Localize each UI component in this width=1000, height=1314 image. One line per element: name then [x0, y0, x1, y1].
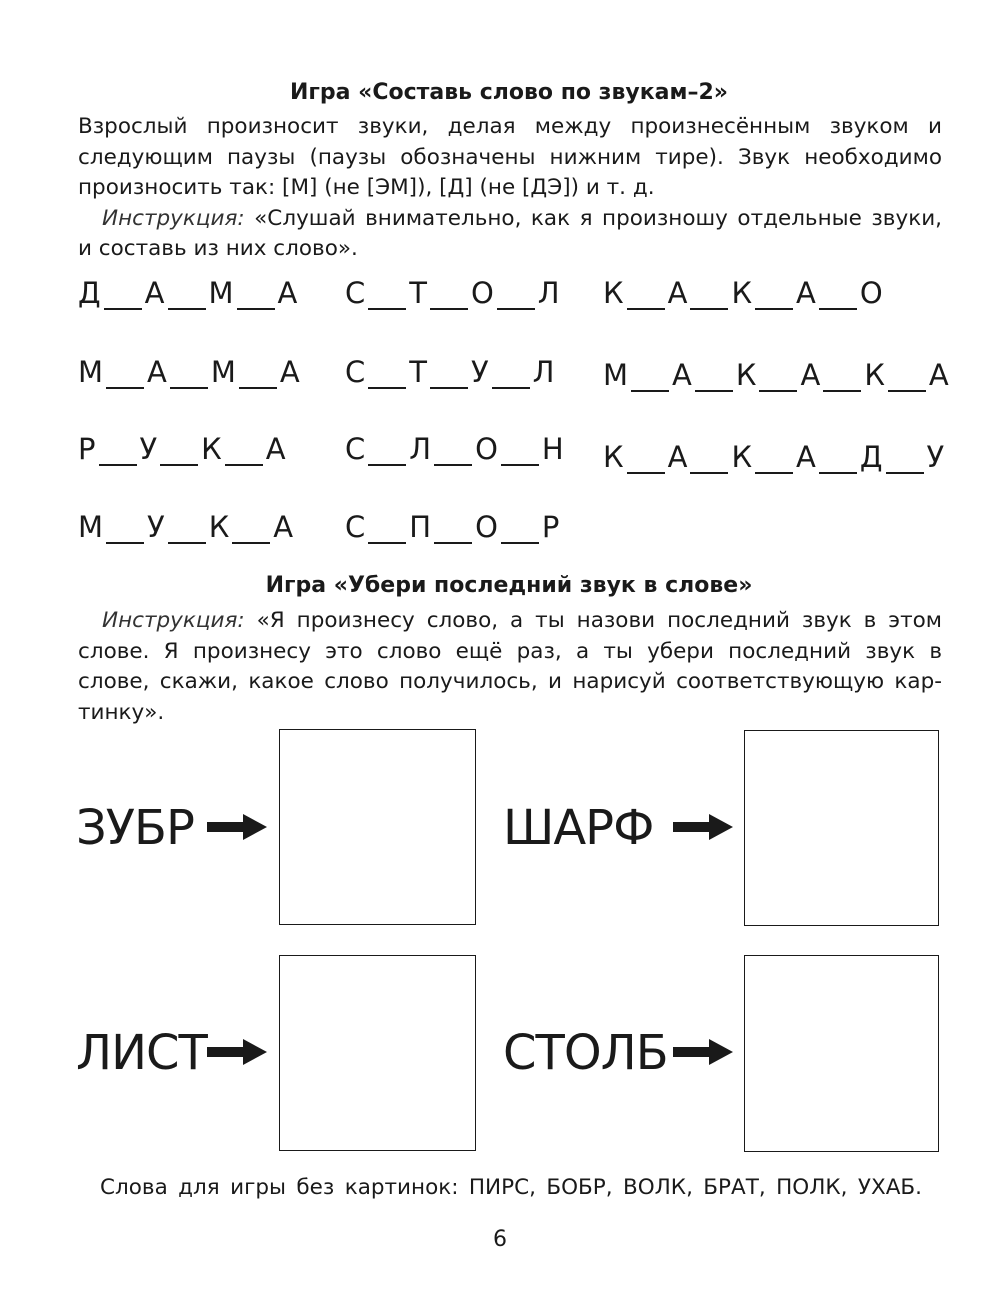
game1-description-line: произносить так: [М] (не [ЭМ]), [Д] (не [ДЭ]) и т. д.	[78, 175, 655, 200]
sound-letter: С	[345, 432, 366, 466]
pause-underscore	[106, 361, 144, 389]
game1-instruction-line2: и составь из них слово».	[78, 236, 358, 261]
sound-letter: А	[796, 440, 816, 474]
sound-letter: К	[735, 358, 757, 392]
sound-letter: К	[208, 510, 230, 544]
sound-word	[78, 510, 293, 544]
pause-underscore	[888, 364, 926, 392]
pause-underscore	[627, 282, 665, 310]
pause-underscore	[755, 446, 793, 474]
game2-instruction-label: Инструкция:	[102, 608, 245, 633]
pause-underscore	[434, 438, 472, 466]
pause-underscore	[886, 446, 924, 474]
pause-underscore	[819, 282, 857, 310]
sound-letter: С	[345, 276, 366, 310]
sound-word	[603, 276, 883, 310]
extra-words-note: Слова для игры без картинок: ПИРС, БОБР, ВОЛК, БРАТ, ПОЛК, УХАБ.	[100, 1175, 922, 1200]
sound-letter: М	[603, 358, 629, 392]
drawing-box[interactable]	[279, 955, 476, 1151]
game1-instruction-line1	[78, 204, 942, 235]
sound-letter: А	[800, 358, 821, 392]
sound-letter: М	[208, 276, 234, 310]
sound-letter: У	[139, 432, 158, 466]
pause-underscore	[690, 282, 728, 310]
pause-underscore	[232, 516, 270, 544]
sound-word	[603, 358, 949, 392]
sound-letter: К	[603, 276, 624, 310]
sound-word	[345, 510, 559, 544]
game1-instruction-text: «Слушай внимательно, как я произношу отдельные звуки,	[254, 205, 942, 231]
sound-letter: У	[147, 510, 165, 544]
sound-letter: К	[731, 276, 753, 310]
sound-word	[345, 432, 564, 466]
drawing-box[interactable]	[279, 729, 476, 925]
sound-letter: А	[928, 358, 949, 392]
pause-underscore	[627, 446, 665, 474]
sound-letter: О	[475, 432, 498, 466]
word-sharf: ШАРФ	[503, 800, 654, 856]
pause-underscore	[237, 282, 275, 310]
sound-letter: Д	[78, 276, 101, 310]
word-stolb: СТОЛБ	[503, 1025, 668, 1081]
sound-letter: К	[603, 440, 624, 474]
sound-letter: А	[672, 358, 692, 392]
pause-underscore	[430, 282, 468, 310]
sound-letter: К	[731, 440, 753, 474]
sound-letter: А	[667, 276, 688, 310]
pause-underscore	[104, 282, 142, 310]
pause-underscore	[368, 282, 406, 310]
sound-letter: О	[859, 276, 883, 310]
sound-letter: А	[147, 355, 167, 389]
word-zubr: ЗУБР	[76, 800, 194, 856]
sound-letter: А	[277, 276, 298, 310]
game2-instruction-line1	[78, 606, 942, 637]
game2-instruction-line3: слове, скажи, какое слово получилось, и нарисуй соответствующую кар-	[78, 669, 942, 694]
sound-letter: Л	[537, 276, 560, 310]
sound-letter: А	[265, 432, 286, 466]
sound-letter: Н	[541, 432, 564, 466]
pause-underscore	[501, 516, 539, 544]
page-number: 6	[493, 1227, 507, 1252]
sound-letter: А	[273, 510, 294, 544]
game1-instruction-label: Инструкция:	[102, 205, 245, 231]
sound-letter: Р	[541, 510, 560, 544]
word-list: ЛИСТ	[76, 1025, 207, 1081]
game1-title: Игра «Составь слово по звукам–2»	[289, 80, 729, 105]
pause-underscore	[690, 446, 728, 474]
sound-letter: А	[667, 440, 688, 474]
sound-word	[78, 432, 286, 466]
pause-underscore	[501, 438, 539, 466]
arrow-right-icon	[673, 814, 733, 840]
sound-letter: Т	[409, 355, 427, 389]
game2-instruction	[78, 606, 942, 728]
pause-underscore	[239, 361, 277, 389]
sound-letter: А	[279, 355, 300, 389]
sound-letter: С	[345, 355, 366, 389]
sound-word	[345, 355, 554, 389]
game2-title: Игра «Убери последний звук в слове»	[265, 573, 753, 598]
sound-letter: Л	[532, 355, 555, 389]
sound-word	[345, 276, 560, 310]
pause-underscore	[368, 438, 406, 466]
game1-description	[78, 112, 942, 265]
sound-letter: С	[345, 510, 366, 544]
sound-letter: О	[470, 276, 494, 310]
sound-letter: А	[144, 276, 165, 310]
pause-underscore	[823, 364, 861, 392]
sound-letter: А	[796, 276, 816, 310]
pause-underscore	[492, 361, 530, 389]
pause-underscore	[430, 361, 468, 389]
sound-word	[78, 276, 297, 310]
pause-underscore	[497, 282, 535, 310]
sound-letter: У	[926, 440, 945, 474]
sound-letter: М	[210, 355, 236, 389]
pause-underscore	[170, 361, 208, 389]
pause-underscore	[755, 282, 793, 310]
pause-underscore	[695, 364, 733, 392]
game2-instruction-line4: тинку».	[78, 699, 165, 725]
pause-underscore	[168, 516, 206, 544]
pause-underscore	[631, 364, 669, 392]
sound-letter: Т	[409, 276, 427, 310]
game1-description-line: Взрослый произносит звуки, делая между произнесённым звуком и	[78, 114, 942, 139]
pause-underscore	[368, 516, 406, 544]
arrow-right-icon	[207, 814, 267, 840]
game1-description-line: следующим паузы (паузы обозначены нижним тире). Звук необходимо	[78, 144, 942, 170]
sound-letter: М	[78, 510, 104, 544]
sound-letter: О	[475, 510, 498, 544]
pause-underscore	[160, 438, 198, 466]
sound-letter: Д	[859, 440, 883, 474]
sound-word	[603, 440, 944, 474]
pause-underscore	[819, 446, 857, 474]
sound-letter: К	[201, 432, 222, 466]
arrow-right-icon	[207, 1039, 267, 1065]
sound-letter: М	[78, 355, 104, 389]
pause-underscore	[434, 516, 472, 544]
sound-letter: К	[864, 358, 885, 392]
drawing-box[interactable]	[744, 730, 939, 926]
pause-underscore	[759, 364, 797, 392]
pause-underscore	[225, 438, 263, 466]
sound-letter: Р	[78, 432, 96, 466]
sound-letter: Л	[409, 432, 432, 466]
drawing-box[interactable]	[744, 955, 939, 1152]
pause-underscore	[106, 516, 144, 544]
arrow-right-icon	[673, 1039, 733, 1065]
game2-instruction-line2: слове. Я произнесу это слово ещё раз, а ты убери последний звук в	[78, 638, 942, 664]
sound-letter: П	[409, 510, 432, 544]
sound-letter: У	[470, 355, 489, 389]
game2-instruction-text: «Я произнесу слово, а ты назови последний звук в этом	[256, 608, 942, 633]
pause-underscore	[99, 438, 137, 466]
pause-underscore	[368, 361, 406, 389]
pause-underscore	[168, 282, 206, 310]
sound-word	[78, 355, 300, 389]
